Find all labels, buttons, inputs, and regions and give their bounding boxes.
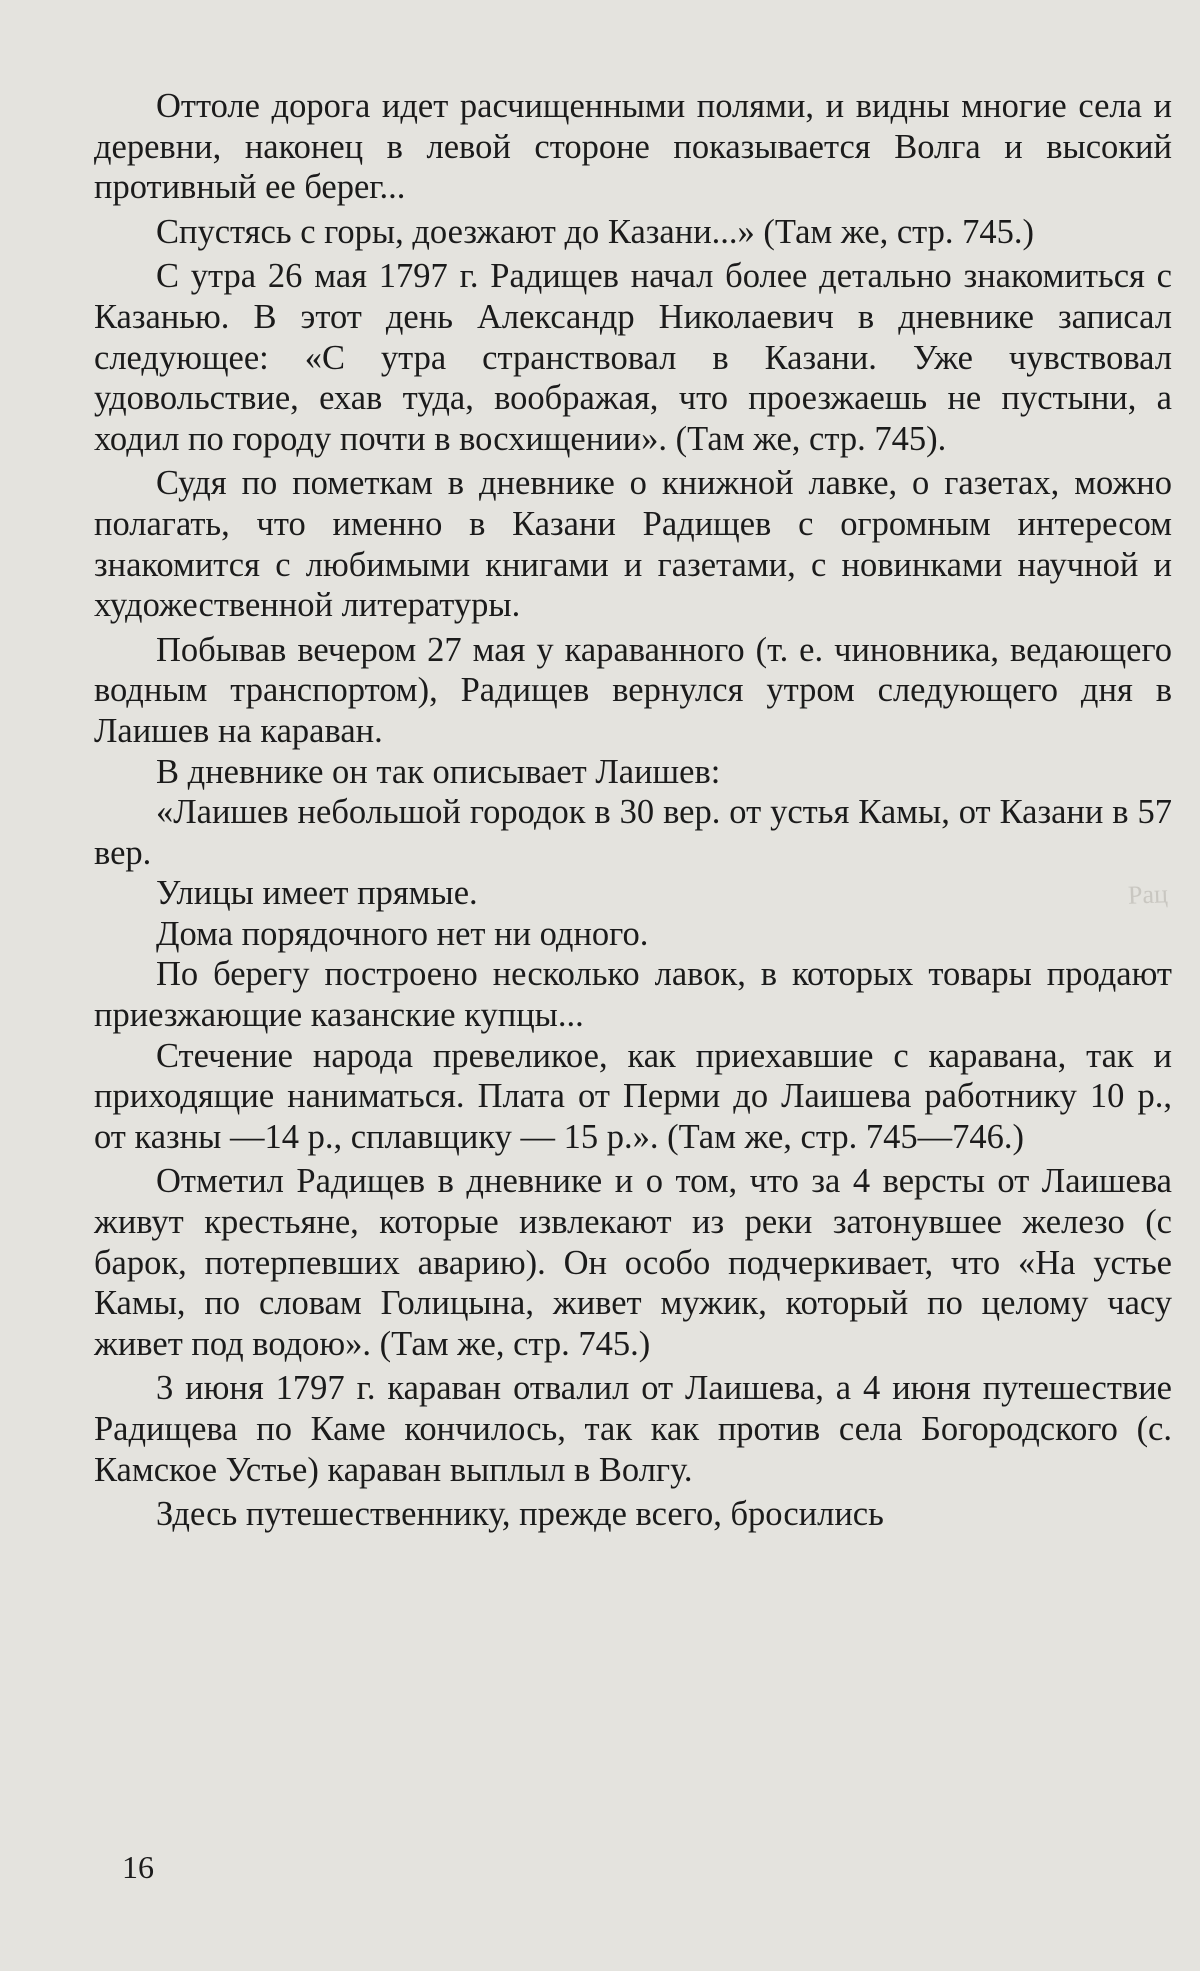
quote-line-3: Дома порядочного нет ни одного. xyxy=(156,914,649,953)
paragraph-9: Здесь путешественнику, прежде всего, бросились xyxy=(156,1495,884,1534)
quote-line-2: Улицы имеет прямые. xyxy=(156,874,478,913)
quote-line-4: По берегу построено несколько лавок, в которых товары продают приезжающие казанские купцы... xyxy=(94,955,1172,1035)
body-text xyxy=(94,86,1172,1539)
paragraph-2: Спустясь с горы, доезжают до Казани...» (Там же, стр. 745.) xyxy=(156,212,1034,251)
quote-line-1: «Лаишев небольшой городок в 30 вер. от устья Камы, от Казани в 57 вер. xyxy=(94,793,1172,872)
quote-line-5: Стечение народа превеликое, как приехавшие с каравана, так и приходящие наниматься. Плата от Перми до Лаишева работнику 10 р., от казны —14 р., сплавщику — 15 р.». (Там же, стр. 745—746.) xyxy=(94,1036,1172,1156)
paragraph-1: Оттоле дорога идет расчищенными полями, и видны многие села и деревни, наконец в левой стороне показывается Волга и высокий противный ее берег... xyxy=(94,87,1172,207)
page-number: 16 xyxy=(122,1849,154,1885)
paragraph-5: Побывав вечером 27 мая у караванного (т. е. чиновника, ведающего водным транспортом), Радищев вернулся утром следующего дня в Лаишев на караван. xyxy=(94,630,1172,750)
paragraph-6: В дневнике он так описывает Лаишев: xyxy=(156,752,721,791)
bleed-through-text: Рац xyxy=(1127,879,1169,910)
paragraph-7: Отметил Радищев в дневнике и о том, что за 4 версты от Лаишева живут крестьяне, которые извлекают из реки затонувшее железо (с барок, потерпевших аварию). Он особо подчеркивает, что «На устье Камы, по словам Голицына, живет мужик, который по целому часу живет под водою». (Там же, стр. 745.) xyxy=(94,1162,1172,1363)
paragraph-4: Судя по пометкам в дневнике о книжной лавке, о газетах, можно полагать, что именно в Казани Радищев с огромным интересом знакомится с любимыми книгами и газетами, с новинками научной и художественной литературы. xyxy=(94,464,1172,625)
paragraph-8: 3 июня 1797 г. караван отвалил от Лаишева, а 4 июня путешествие Радищева по Каме кончилось, так как против села Богородского (с. Камское Устье) караван выплыл в Волгу. xyxy=(94,1369,1172,1489)
paragraph-3: С утра 26 мая 1797 г. Радищев начал более детально знакомиться с Казанью. В этот день Александр Николаевич в дневнике записал следующее: «С утра странствовал в Казани. Уже чувствовал удовольствие, ехав туда, воображая, что проезжаешь не пустыни, а ходил по городу почти в восхищении». (Там же, стр. 745). xyxy=(94,257,1172,458)
